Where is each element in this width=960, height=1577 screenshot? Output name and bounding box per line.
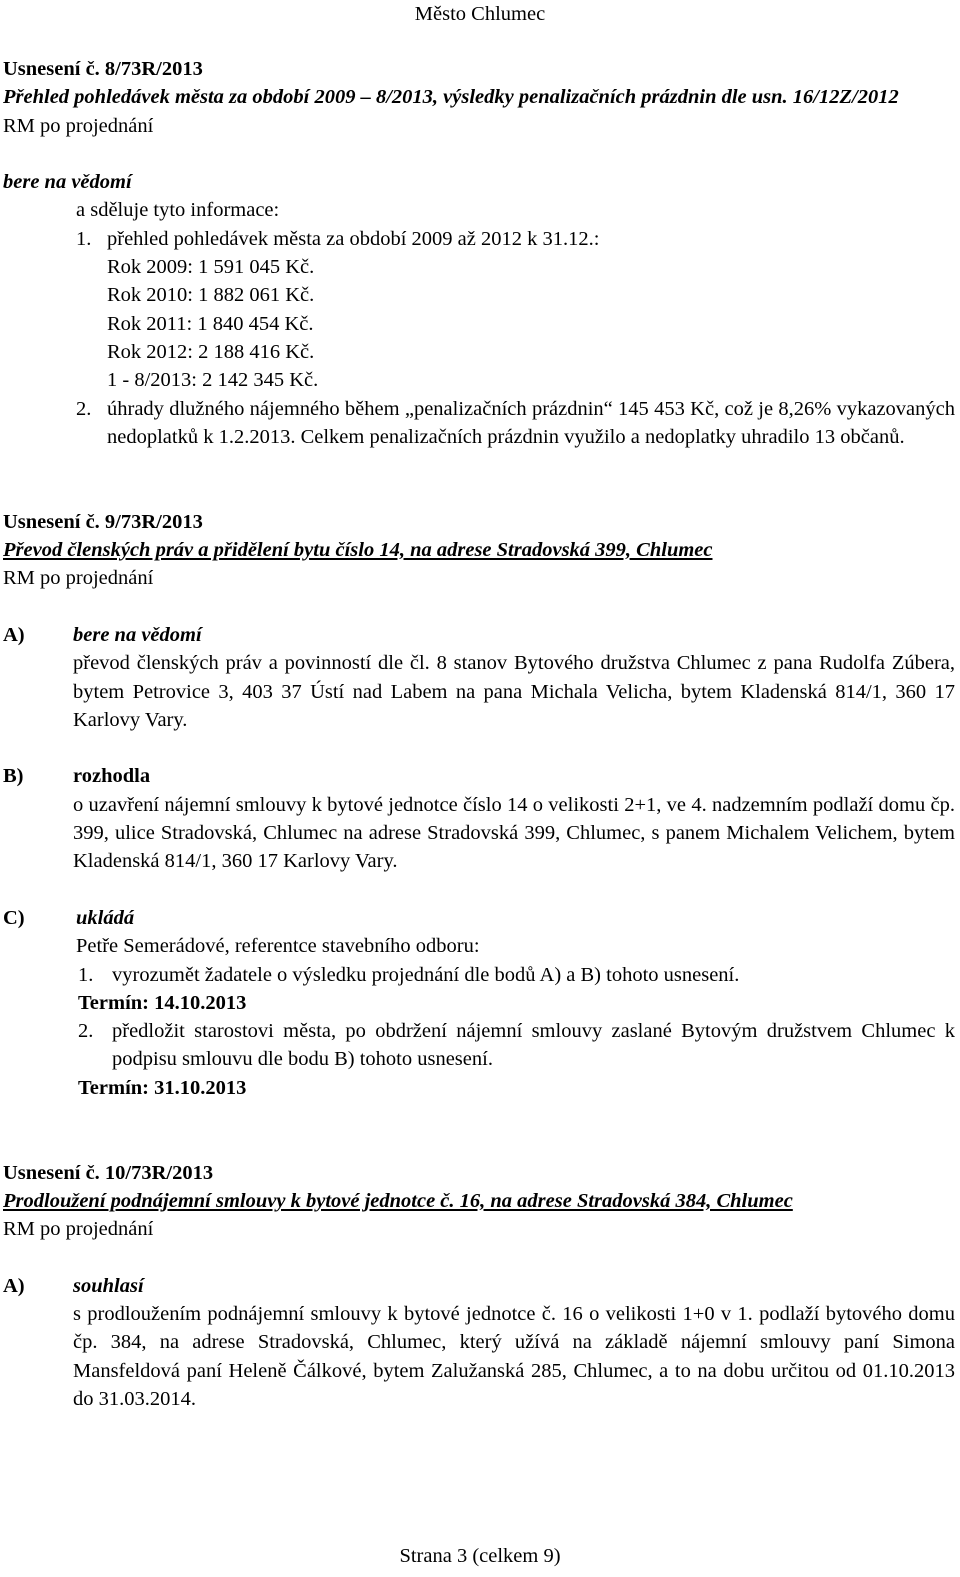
- resolution-title: Přehled pohledávek města za období 2009 – 8/2013, výsledky penalizačních prázdnin dle usn. 16/12Z/2012: [3, 86, 899, 109]
- decision-heading: rozhodla: [73, 765, 151, 788]
- year-line: Rok 2012: 2 188 416 Kč.: [107, 340, 315, 363]
- task-item: [3, 961, 955, 989]
- responsible-person: Petře Semerádové, referentce stavebního odboru:: [76, 935, 480, 958]
- decision-heading: souhlasí: [73, 1274, 144, 1297]
- section-label: A): [3, 623, 25, 646]
- intro-text: a sděluje tyto informace:: [76, 199, 280, 222]
- rm-line: RM po projednání: [3, 567, 154, 590]
- section-label: C): [3, 906, 25, 929]
- list-text: přehled pohledávek města za období 2009 až 2012 k 31.12.:: [107, 227, 600, 250]
- document-body: [3, 55, 955, 1413]
- resolution-title: Převod členských práv a přidělení bytu číslo 14, na adrese Stradovská 399, Chlumec: [3, 539, 713, 562]
- list-item: [3, 395, 955, 452]
- list-text: úhrady dlužného nájemného během „penalizačních prázdnin“ 145 453 Kč, což je 8,26% vykazovaných nedoplatků k 1.2.2013. Celkem penalizačních prázdnin využilo a nedoplatky uhradilo 13 občanů.: [107, 397, 955, 448]
- section-c: [3, 904, 955, 961]
- resolution-number: Usnesení č. 8/73R/2013: [3, 58, 203, 80]
- task-number: 1.: [78, 963, 94, 986]
- section-text: převod členských práv a povinností dle čl. 8 stanov Bytového družstva Chlumec z pana Rudolfa Zúbera, bytem Petrovice 3, 403 37 Ústí nad Labem na pana Michala Velicha, bytem Kladenská 814/1, 360 17 Karlovy Vary.: [73, 652, 955, 731]
- year-line: 1 - 8/2013: 2 142 345 Kč.: [107, 369, 319, 392]
- rm-line: RM po projednání: [3, 1218, 154, 1241]
- resolution-title: Prodloužení podnájemní smlouvy k bytové jednotce č. 16, na adrese Stradovská 384, Chlumec: [3, 1189, 793, 1212]
- section-text: s prodloužením podnájemní smlouvy k bytové jednotce č. 16 o velikosti 1+0 v 1. podlaží bytového domu čp. 384, na adrese Stradovská, Chlumec, který užívá na základě nájemní smlouvy paní Simona Mansfeldová paní Heleně Čálkové, bytem Zalužanská 285, Chlumec, a to na dobu určitou od 01.10.2013 do 31.03.2014.: [73, 1303, 955, 1410]
- decision-heading: ukládá: [76, 906, 135, 929]
- resolution-number: Usnesení č. 10/73R/2013: [3, 1161, 214, 1184]
- task-text: vyrozumět žadatele o výsledku projednání dle bodů A) a B) tohoto usnesení.: [112, 963, 740, 986]
- page-footer: Strana 3 (celkem 9): [399, 1545, 561, 1567]
- deadline: Termín: 31.10.2013: [78, 1076, 247, 1099]
- section-label: A): [3, 1274, 25, 1297]
- task-number: 2.: [78, 1020, 94, 1043]
- task-item: [3, 1017, 955, 1074]
- year-line: Rok 2010: 1 882 061 Kč.: [107, 284, 315, 307]
- section-text: o uzavření nájemní smlouvy k bytové jednotce číslo 14 o velikosti 2+1, ve 4. nadzemním podlaží domu čp. 399, ulice Stradovská, Chlumec na adrese Stradovská 399, Chlumec, s panem Michalem Velichem, bytem Kladenská 814/1, 360 17 Karlovy Vary.: [73, 793, 955, 873]
- resolution-number: Usnesení č. 9/73R/2013: [3, 510, 203, 533]
- section-b: [3, 762, 955, 875]
- page-header: Město Chlumec: [414, 3, 546, 25]
- year-line: Rok 2011: 1 840 454 Kč.: [107, 312, 314, 335]
- decision-heading: bere na vědomí: [73, 623, 202, 646]
- list-item: [3, 225, 955, 253]
- year-line: Rok 2009: 1 591 045 Kč.: [107, 256, 315, 279]
- deadline: Termín: 14.10.2013: [78, 991, 247, 1014]
- section-label: B): [3, 765, 24, 788]
- rm-line: RM po projednání: [3, 114, 154, 137]
- decision-heading: bere na vědomí: [3, 171, 132, 194]
- list-number: 1.: [76, 227, 92, 250]
- section-a: [3, 1272, 955, 1413]
- list-number: 2.: [76, 397, 92, 420]
- task-text: předložit starostovi města, po obdržení nájemní smlouvy zaslané Bytovým družstvem Chlumec k podpisu smlouvu dle bodu B) tohoto usnesení.: [112, 1020, 955, 1071]
- section-a: [3, 621, 955, 734]
